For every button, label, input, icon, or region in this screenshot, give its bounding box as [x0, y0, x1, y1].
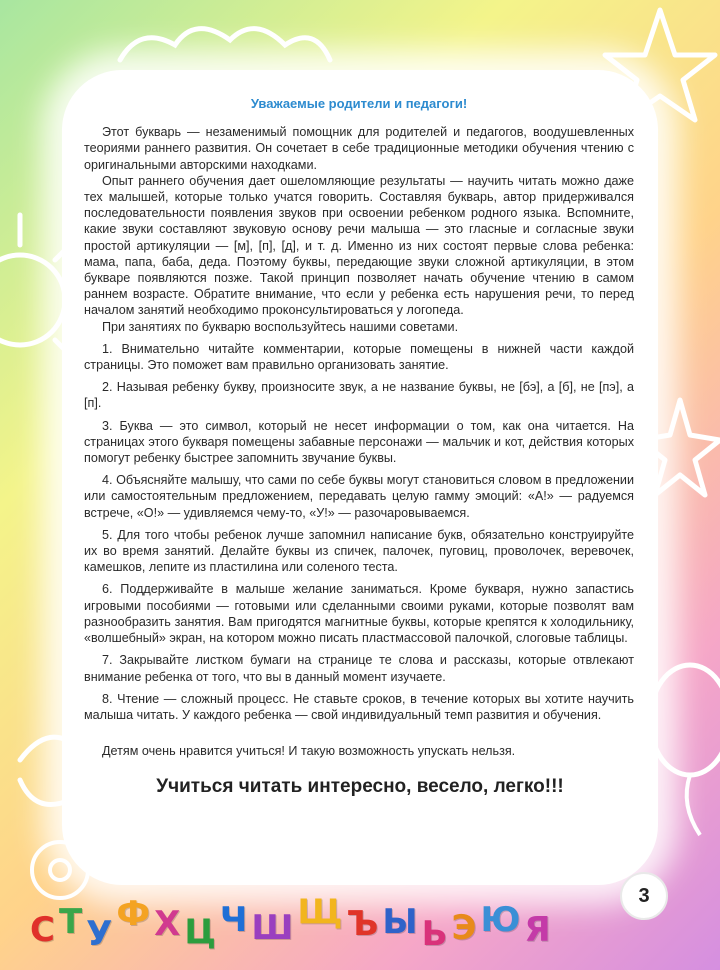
alphabet-letter: У: [86, 914, 113, 954]
paragraph-tip-5: 5. Для того чтобы ребенок лучше запомнил написание букв, обязательно конструируйте их во время занятий. Делайте буквы из спичек, палочек, пуговиц, проволочек, веревочек, камешков, лепите из пластилина или соленого теста.: [84, 527, 634, 575]
alphabet-letter: Э: [451, 908, 477, 948]
page-heading: Уважаемые родители и педагоги!: [250, 96, 468, 111]
paragraph-tip-3: 3. Буква — это символ, который не несет информации о том, как она читается. На страницах этого букваря помещены забавные персонажи — мальчик и кот, действия которых помогут ребенку быстрее запомнить звучание буквы.: [84, 418, 634, 466]
paragraph-tip-1: 1. Внимательно читайте комментарии, которые помещены в нижней части каждой страницы. Это поможет вам правильно организовать занятие.: [84, 341, 634, 373]
alphabet-letter: Ы: [382, 902, 418, 942]
paragraph-tip-6: 6. Поддерживайте в малыше желание заниматься. Кроме букваря, нужно запастись игровыми пособиями — готовыми или сделанными своими руками, которые позволят вам разнообразить занятия. Вам пригодятся магнитные буквы, которые крепятся к холодильнику, «волшебный» экран, на котором можно писать пластмассовой палочкой, слоговые таблицы.: [84, 582, 634, 646]
alphabet-letter: Ю: [480, 900, 521, 940]
paragraph-experience: Опыт раннего обучения дает ошеломляющие результаты — научить читать можно даже тех малышей, которые только учатся говорить. Составляя букварь, автор придерживался последовательности появления звуков при освоении ребенком родного языка. Вспомните, какие звуки составляют звуковую основу речи малыша — это гласные и согласные звуки простой артикуляции — [м], [п], [д], и т. д. Именно из них состоят первые слова ребенка: мама, папа, баба, деда. Поэтому буквы, передающие звуки сложной артикуляции, в этом букваре появляются позже. Такой принцип позволяет начать обучение чтению в самом раннем возрасте. Обратите внимание, что если у ребенка есть нарушения речи, то перед началом занятий необходимо проконсультироваться у логопеда.: [84, 173, 634, 318]
paragraph-tip-7: 7. Закрывайте листком бумаги на странице те слова и рассказы, которые отвлекают внимание ребенка от того, что вы в данный момент изучаете.: [84, 653, 634, 684]
alphabet-letter: Ш: [251, 908, 294, 948]
paragraph-tip-2: 2. Называя ребенку букву, произносите звук, а не название буквы, не [бэ], а [б], не [пэ], а [п].: [84, 380, 634, 411]
paragraph-advice-intro: При занятиях по букварю воспользуйтесь нашими советами.: [102, 319, 459, 334]
alphabet-letter: Ъ: [346, 904, 379, 944]
alphabet-letter: Ц: [184, 912, 216, 952]
alphabet-letter: Я: [524, 910, 551, 950]
paragraph-tip-8: 8. Чтение — сложный процесс. Не ставьте сроков, в течение которых вы хотите научить малыша читать. У каждого ребенка — свой индивидуальный темп развития и обучения.: [84, 691, 634, 722]
paragraph-tip-4: 4. Объясняйте малышу, что сами по себе буквы могут становиться словом в предложении или самостоятельным предложением, передавать целую гамму эмоций: «А!» — радуемся встрече, «О!» — удивляемся чему-то, «У!» — разочаровываемся.: [84, 473, 634, 520]
slogan: Учиться читать интересно, весело, легко!!!: [156, 776, 564, 797]
alphabet-letter: Щ: [297, 892, 343, 932]
alphabet-strip: [30, 890, 620, 954]
paragraph-closing: Детям очень нравится учиться! И такую возможность упускать нельзя.: [102, 744, 516, 759]
alphabet-letter: Ч: [219, 900, 248, 940]
alphabet-letter: С: [30, 910, 55, 950]
alphabet-letter: Т: [58, 902, 83, 942]
alphabet-letter: Ф: [116, 894, 151, 934]
page-number: 3: [620, 872, 668, 920]
page-text: [84, 96, 634, 759]
paragraph-intro: Этот букварь — незаменимый помощник для родителей и педагогов, воодушевленных теориями раннего развития. Он сочетает в себе традиционные методики обучения чтению с оригинальными авторскими находками.: [84, 125, 634, 172]
alphabet-letter: Х: [154, 904, 181, 944]
alphabet-letter: Ь: [421, 914, 448, 954]
